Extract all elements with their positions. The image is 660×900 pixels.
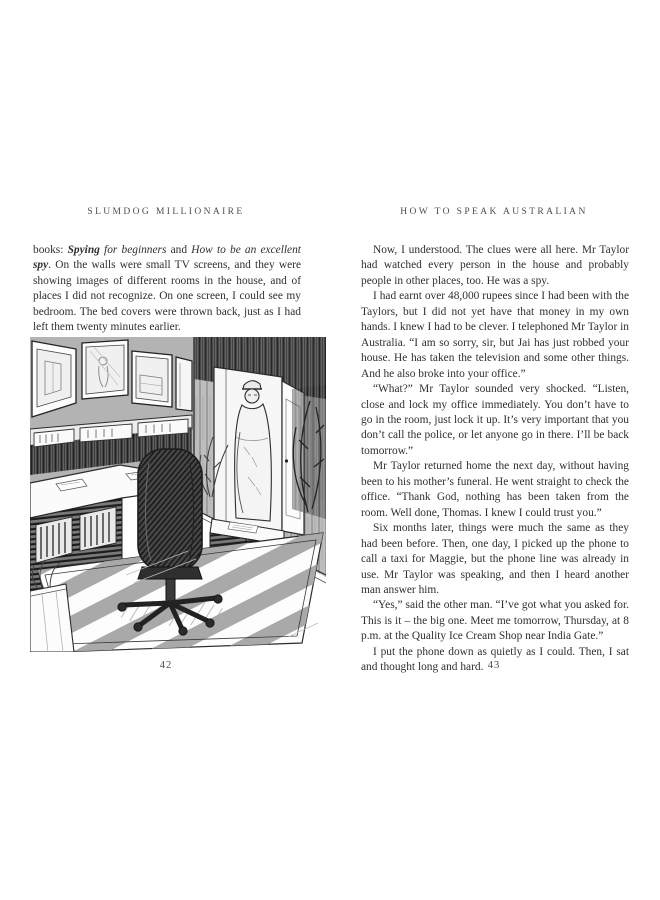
book-title-segment: How to be an excellent [191, 244, 301, 256]
book-title-segment: for beginners [99, 244, 167, 256]
right-page-text [361, 243, 629, 676]
body-paragraph: Now, I understood. The clues were all here. Mr Taylor had watched every person in the house and probably people in other places, too. He was a spy. [361, 244, 629, 287]
text-segment: and [166, 244, 192, 256]
body-paragraph: Mr Taylor returned home the next day, without having been to his mother’s funeral. He went straight to check the office. “Thank God, nothing has been taken from the room. Well done, Thomas. I knew I could trust you.” [361, 460, 629, 519]
body-paragraph [33, 243, 301, 336]
body-paragraph: I put the phone down as quietly as I could. Then, I sat and thought long and hard. [361, 645, 629, 674]
book-title-segment: Spying [67, 244, 100, 256]
page-number-right: 43 [487, 660, 501, 671]
running-head-left: SLUMDOG MILLIONAIRE [87, 207, 245, 217]
page-number-left: 42 [159, 660, 173, 671]
room-illustration [30, 337, 326, 652]
text-segment: . On the walls were small TV screens, and they were showing images of different rooms in the house, and of places I did not recognize. On one screen, I could see my bedroom. The bed covers were thrown back, just as I had left them twenty minutes earlier. [33, 259, 301, 334]
running-head-right: HOW TO SPEAK AUSTRALIAN [400, 207, 588, 217]
body-paragraph: I had earnt over 48,000 rupees since I had been with the Taylors, but I did not yet have that money in my own hands. I knew I had to be clever. I telephoned Mr Taylor in Australia. “I am so sorry, sir, but Jai has just robbed your house. He has taken the television and some other things. And he also broke into your office.” [361, 290, 629, 380]
plant-right-edge [292, 385, 326, 519]
body-paragraph: Six months later, things were much the same as they had been before. Then, one day, I picked up the phone to call a taxi for Maggie, but the phone line was already in use. Mr Taylor was speaking, and then I heard another man answer him. [361, 522, 629, 596]
body-paragraph: “Yes,” said the other man. “I’ve got what you asked for. This is it – the big one. Meet me tomorrow, Thursday, at 8 p.m. at the Quality Ice Cream Shop near India Gate.” [361, 599, 629, 643]
book-title-segment: spy [33, 259, 49, 272]
left-page-text [33, 243, 301, 336]
door-knob [285, 459, 288, 462]
body-paragraph: “What?” Mr Taylor sounded very shocked. “Listen, close and lock my office immediately. You don’t have to go in the room, just lock it up. It’s very important that you don’t call the police, or let anyone go in there. I’ll be back tomorrow.” [361, 383, 629, 457]
text-segment: books: [33, 244, 68, 256]
